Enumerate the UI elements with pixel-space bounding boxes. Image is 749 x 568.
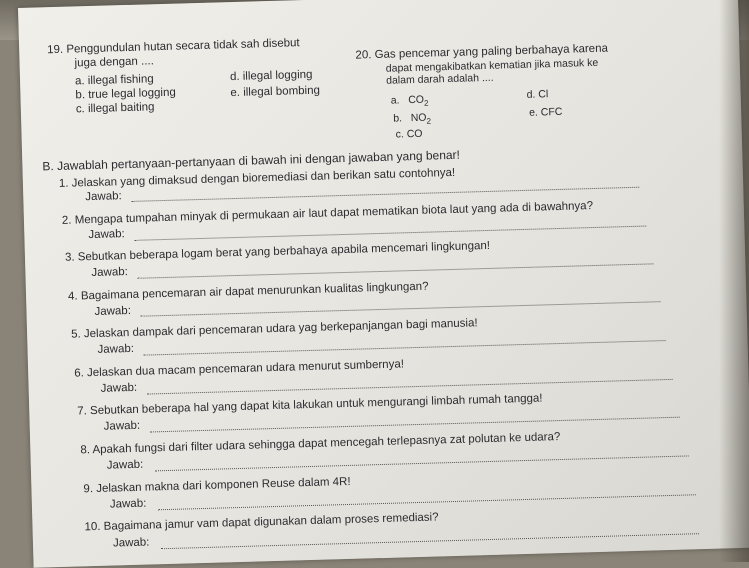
q19-text: 19. Penggundulan hutan secara tidak sah disebut	[47, 37, 300, 57]
answer-line-6	[147, 379, 673, 395]
q19-option-c: c. illegal baiting	[75, 101, 155, 116]
q19-text-cont: juga dengan ....	[74, 55, 155, 70]
answer-line-9	[158, 494, 696, 510]
essay-6-jawab: Jawab:	[100, 381, 138, 395]
essay-9-jawab: Jawab:	[109, 497, 147, 511]
q20-option-e: e. CFC	[528, 105, 563, 119]
essay-1-jawab: Jawab:	[85, 190, 122, 204]
answer-line-7	[150, 417, 680, 433]
essay-4-jawab: Jawab:	[94, 304, 132, 318]
q19-option-e: e. illegal bombing	[230, 84, 321, 100]
q20-text: 20. Gas pencemar yang paling berbahaya karena	[355, 42, 609, 62]
essay-8-jawab: Jawab:	[106, 458, 144, 472]
q20-text-cont2: dalam darah adalah ....	[386, 71, 494, 87]
essay-8-question: 8. Apakah fungsi dari filter udara sehingga dapat mencegah terlepasnya zat polutan ke udara?	[80, 431, 561, 457]
essay-1-question: 1. Jelaskan yang dimaksud dengan bioremediasi dan berikan satu contohnya!	[58, 166, 456, 190]
essay-5-jawab: Jawab:	[97, 342, 135, 356]
worksheet-page	[18, 0, 749, 568]
q19-option-b: b. true legal logging	[75, 86, 176, 102]
essay-9-question: 9. Jelaskan makna dari komponen Reuse dalam 4R!	[83, 475, 351, 496]
q20-option-d: d. Cl	[526, 88, 549, 101]
essay-7-question: 7. Sebutkan beberapa hal yang dapat kita lakukan untuk mengurangi limbah rumah tangga!	[77, 392, 543, 418]
essay-10-jawab: Jawab:	[112, 536, 150, 550]
answer-line-3	[138, 263, 654, 278]
essay-3-jawab: Jawab:	[91, 266, 129, 280]
answer-line-5	[144, 340, 666, 356]
q20-option-c: c. CO	[395, 127, 423, 141]
q20-option-a: a. $CO_2$	[390, 93, 429, 108]
essay-2-jawab: Jawab:	[88, 228, 125, 242]
answer-line-4	[141, 301, 661, 317]
q20-option-b: b. $NO_2$	[393, 111, 432, 126]
answer-line-8	[155, 455, 689, 471]
essay-3-question: 3. Sebutkan beberapa logam berat yang berbahaya apabila mencemari lingkungan!	[64, 239, 491, 264]
section-b-heading: B. Jawablah pertanyaan-pertanyaan di bawah ini dengan jawaban yang benar!	[42, 147, 461, 174]
q19-option-a: a. illegal fishing	[74, 73, 154, 88]
answer-line-2	[135, 226, 647, 241]
essay-5-question: 5. Jelaskan dampak dari pencemaran udara yag berkepanjangan bagi manusia!	[70, 317, 478, 341]
essay-6-question: 6. Jelaskan dua macam pencemaran udara menurut sumbernya!	[74, 358, 405, 380]
essay-4-question: 4. Bagaimana pencemaran air dapat menurunkan kualitas lingkungan?	[67, 280, 429, 303]
essay-7-jawab: Jawab:	[103, 419, 141, 433]
shadow-edge	[719, 0, 749, 562]
essay-10-question: 10. Bagaimana jamur vam dapat digunakan dalam proses remediasi?	[84, 511, 439, 534]
answer-line-10	[161, 533, 699, 549]
q20-text-cont1: dapat mengakibatkan kematian jika masuk ke	[385, 56, 599, 75]
q19-option-d: d. illegal logging	[229, 68, 313, 84]
essay-2-question: 2. Mengapa tumpahan minyak di permukaan air laut dapat mematikan biota laut yang ada di bawahnya?	[61, 200, 594, 227]
